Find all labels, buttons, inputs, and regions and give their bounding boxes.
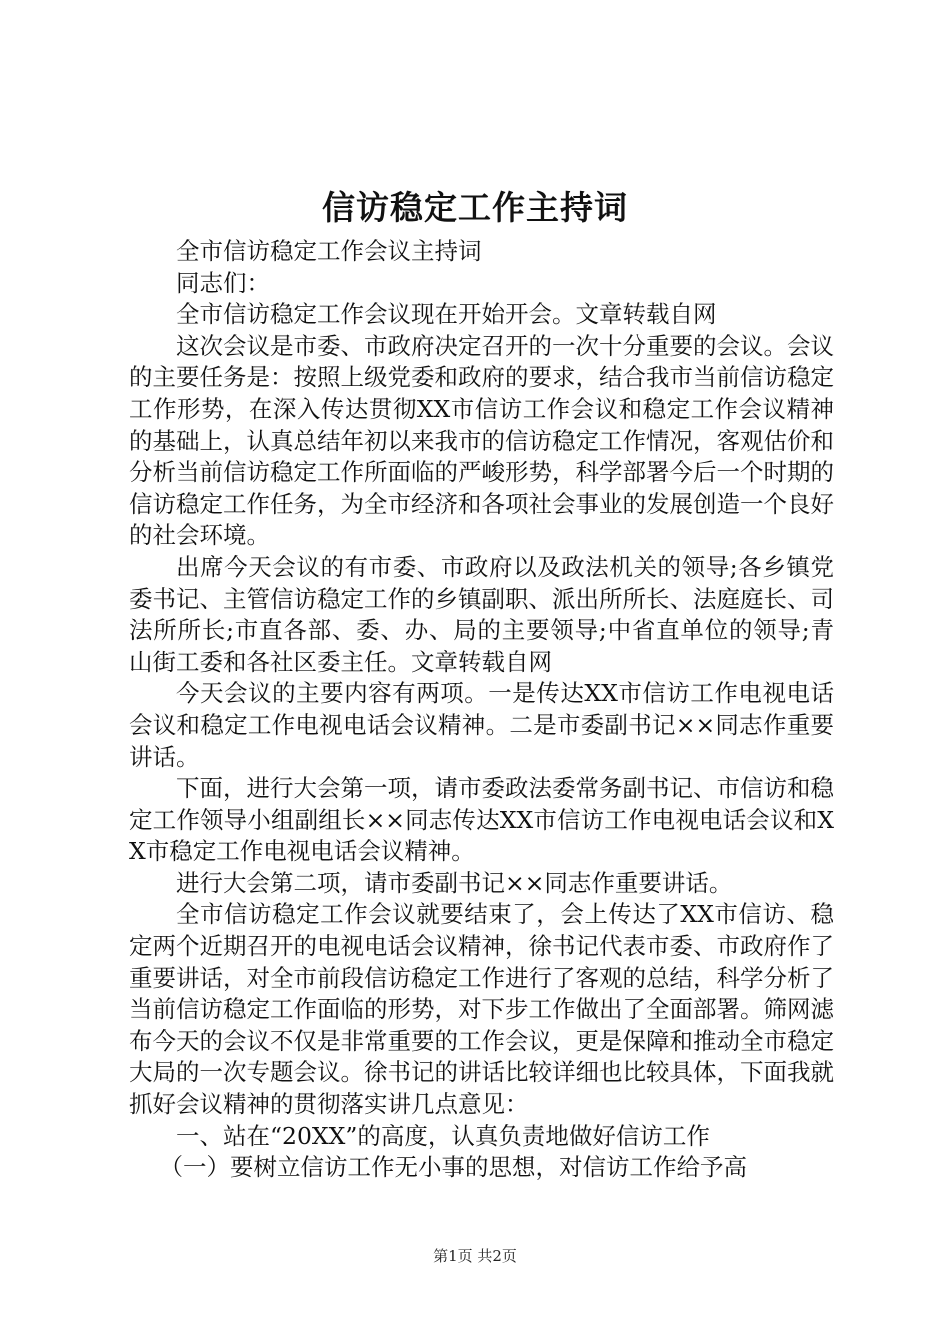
- paragraph-attendees: 出席今天会议的有市委、市政府以及政法机关的领导;各乡镇党委书记、主管信访稳定工作的乡镇副职、派出所所长、法庭庭长、司法所所长;市直各部、委、办、局的主要领导;中省直单位的领导;青山街工委和各社区委主任。文章转载自网: [129, 552, 834, 676]
- paragraph-subsection-one: （一）要树立信访工作无小事的思想，对信访工作给予高: [159, 1153, 748, 1182]
- document-body: [129, 236, 834, 1184]
- paragraph-salutation: 同志们：: [176, 268, 270, 297]
- paragraph-item-two: 进行大会第二项，请市委副书记××同志作重要讲话。: [176, 868, 733, 897]
- paragraph-opening: 全市信访稳定工作会议现在开始开会。文章转载自网: [176, 300, 717, 329]
- paragraph-agenda: 今天会议的主要内容有两项。一是传达XX市信访工作电视电话会议和稳定工作电视电话会议精神。二是市委副书记××同志作重要讲话。: [129, 679, 834, 771]
- paragraph-heading: 全市信访稳定工作会议主持词: [176, 237, 482, 265]
- page-number: 第1页 共2页: [433, 1247, 517, 1265]
- paragraph-item-one: 下面，进行大会第一项，请市委政法委常务副书记、市信访和稳定工作领导小组副组长××同志传达XX市信访工作电视电话会议和XX市稳定工作电视电话会议精神。: [129, 774, 834, 866]
- paragraph-section-one: 一、站在“20XX”的高度，认真负责地做好信访工作: [176, 1121, 710, 1150]
- paragraph-closing: 全市信访稳定工作会议就要结束了，会上传达了XX市信访、稳定两个近期召开的电视电话会议精神，徐书记代表市委、市政府作了重要讲话，对全市前段信访稳定工作进行了客观的总结，科学分析了当前信访稳定工作面临的形势，对下步工作做出了全面部署。筛网滤布今天的会议不仅是非常重要的工作会议，更是保障和推动全市稳定大局的一次专题会议。徐书记的讲话比较详细也比较具体，下面我就抓好会议精神的贯彻落实讲几点意见：: [129, 900, 834, 1119]
- paragraph-meeting-purpose: 这次会议是市委、市政府决定召开的一次十分重要的会议。会议的主要任务是：按照上级党委和政府的要求，结合我市当前信访稳定工作形势，在深入传达贯彻XX市信访工作会议和稳定工作会议精神的基础上，认真总结年初以来我市的信访稳定工作情况，客观估价和分析当前信访稳定工作所面临的严峻形势，科学部署今后一个时期的信访稳定工作任务，为全市经济和各项社会事业的发展创造一个良好的社会环境。: [129, 331, 834, 550]
- document-title: 信访稳定工作主持词: [322, 188, 628, 227]
